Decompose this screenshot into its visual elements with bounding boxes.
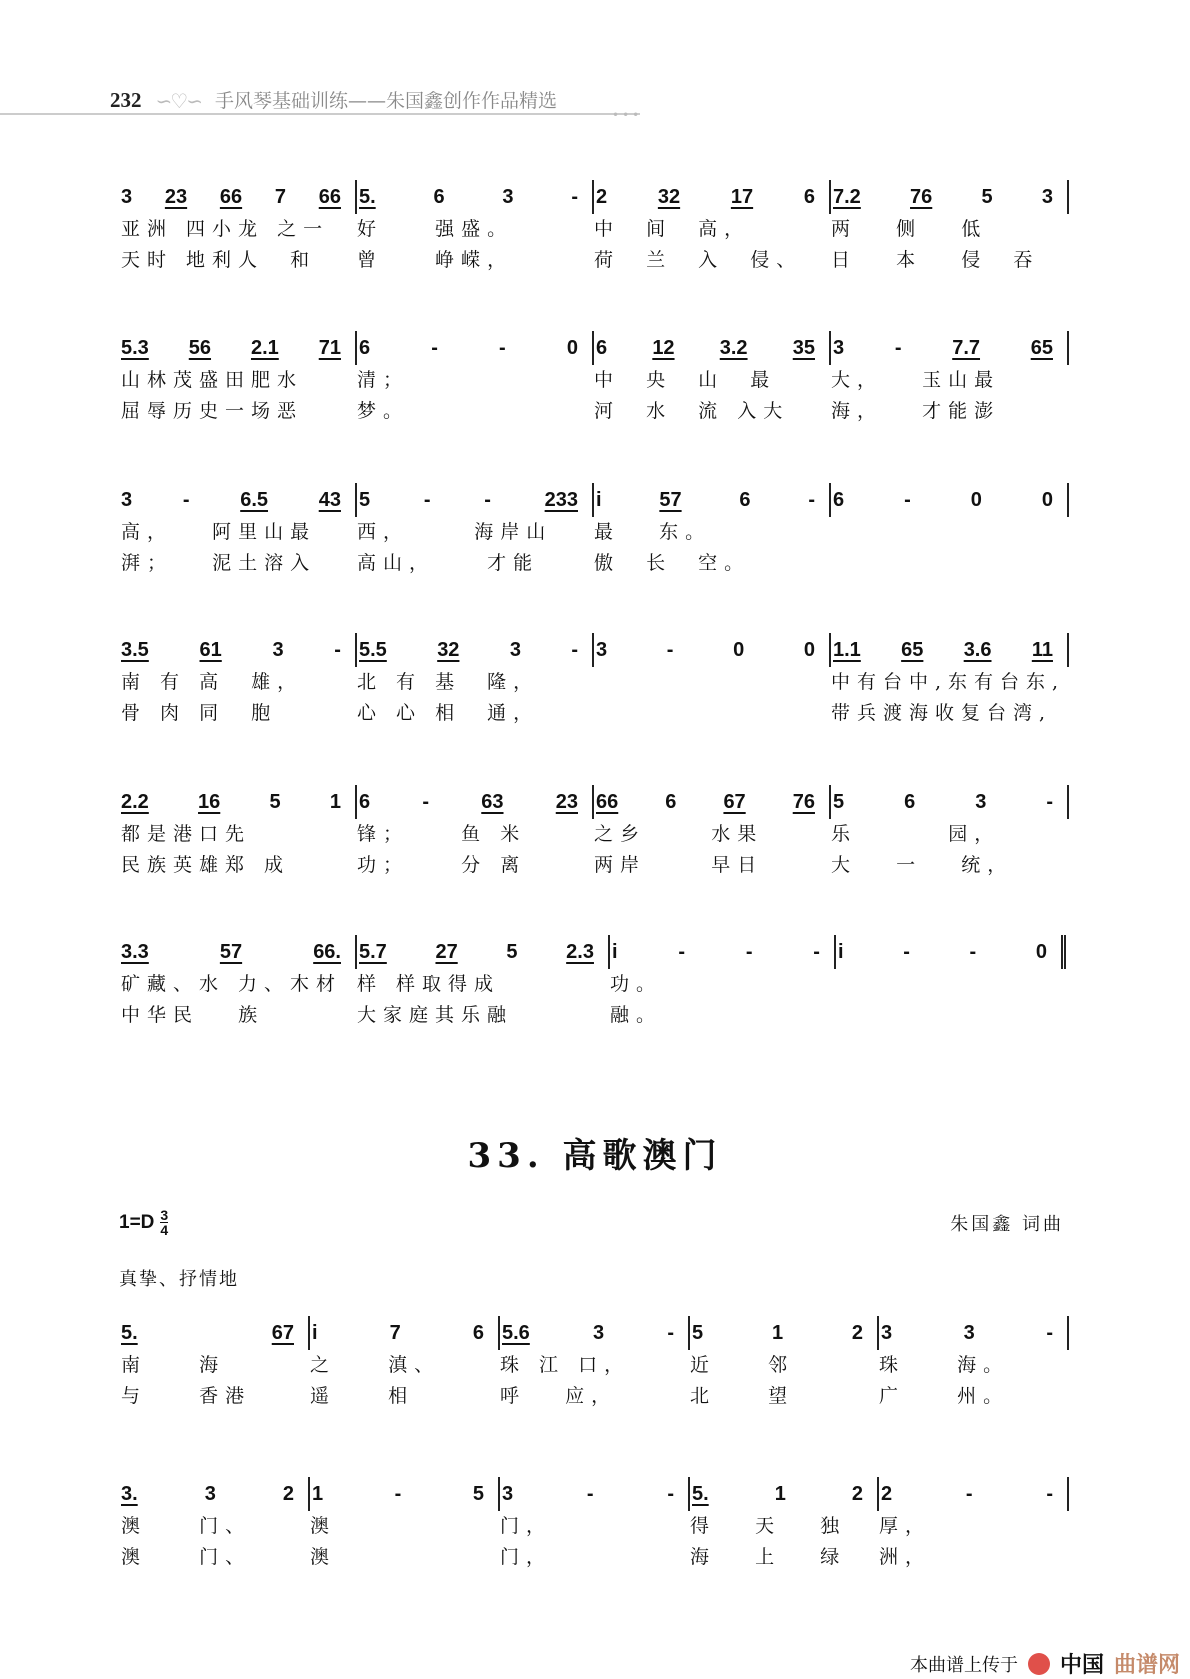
notes-row xyxy=(119,785,1069,819)
lyric-measure xyxy=(834,1000,1066,1031)
score-system xyxy=(119,483,1069,579)
lyric-measure: 西， 海岸山 xyxy=(357,521,553,543)
note: 32 xyxy=(437,638,460,661)
lyrics-row xyxy=(119,698,1069,729)
note: 2.3 xyxy=(566,940,594,963)
lyric-measure: 傲 长 空。 xyxy=(594,552,751,574)
measure xyxy=(119,633,355,667)
note: 1 xyxy=(329,790,341,813)
note: 6 xyxy=(596,336,608,359)
measure xyxy=(592,633,829,667)
lyric-measure: 好 强盛。 xyxy=(357,218,514,240)
note: - xyxy=(965,1482,973,1505)
time-top: 3 xyxy=(160,1207,169,1223)
page-number: 232 xyxy=(110,88,142,112)
lyric-measure: 之 滇、 xyxy=(310,1354,441,1376)
note: 2.1 xyxy=(250,336,279,359)
measure xyxy=(877,1477,1069,1511)
lyric-measure: 洲， xyxy=(879,1546,932,1568)
note: 5 xyxy=(506,940,518,963)
lyric-measure: 得 天 独 xyxy=(690,1515,847,1537)
note: 233 xyxy=(544,488,578,511)
lyric-measure: 北 有 基 隆， xyxy=(357,671,540,693)
note: 2 xyxy=(851,1482,863,1505)
header-rule xyxy=(0,113,640,115)
measure xyxy=(592,483,829,517)
lyric-measure: 澳 xyxy=(310,1546,337,1568)
lyrics-row xyxy=(119,517,1069,548)
note: i xyxy=(612,940,618,963)
note: 3.5 xyxy=(121,638,149,661)
score-system xyxy=(119,1477,1069,1573)
tempo-marking: 真挚、抒情地 xyxy=(119,1269,239,1290)
lyric-measure: 样 样取得成 xyxy=(357,973,501,995)
measure xyxy=(688,1477,877,1511)
lyric-measure: 乐 园， xyxy=(831,823,1001,845)
note: 12 xyxy=(652,336,675,359)
note: 2.2 xyxy=(121,790,149,813)
note: - xyxy=(394,1482,402,1505)
note: 6 xyxy=(359,336,371,359)
measure xyxy=(608,935,834,969)
note: 5. xyxy=(121,1321,138,1344)
lyric-measure: 带兵渡海收复台湾, xyxy=(831,702,1053,724)
note: 27 xyxy=(435,940,458,963)
note: 76 xyxy=(910,185,933,208)
measure xyxy=(592,331,829,365)
note: 6 xyxy=(433,185,445,208)
lyric-measure: 澳 门、 xyxy=(121,1546,252,1568)
notes-row xyxy=(119,1477,1069,1511)
note: 67 xyxy=(723,790,746,813)
song-title: 33. 高歌澳门 xyxy=(467,1136,723,1176)
lyrics-row xyxy=(119,1542,1069,1573)
lyric-measure: 门， xyxy=(500,1546,553,1568)
note: 0 xyxy=(803,638,815,661)
note: 5. xyxy=(692,1482,709,1505)
note: 5 xyxy=(472,1482,484,1505)
lyric-measure: 海， 才能澎 xyxy=(831,400,1001,422)
lyric-measure: 高， 阿里山最 xyxy=(121,521,317,543)
lyric-measure: 湃； 泥土溶入 xyxy=(121,552,317,574)
note: i xyxy=(838,940,844,963)
note: - xyxy=(422,790,430,813)
lyrics-row xyxy=(119,819,1069,850)
lyrics-row xyxy=(119,396,1069,427)
site-name-a: 中国 xyxy=(1059,1653,1104,1678)
note: 66 xyxy=(219,185,243,208)
lyric-measure: 中华民 族 xyxy=(121,1004,265,1026)
measure xyxy=(119,935,355,969)
note: 56 xyxy=(188,336,212,359)
note: 5.3 xyxy=(121,336,149,359)
note: 3.3 xyxy=(121,940,149,963)
lyric-measure: 清； xyxy=(357,369,410,391)
score-system xyxy=(119,633,1069,729)
lyric-measure: 大， 玉山最 xyxy=(831,369,1001,391)
note: 66 xyxy=(596,790,619,813)
note: 2 xyxy=(282,1482,294,1505)
lyric-measure: 与 香港 xyxy=(121,1385,252,1407)
note: 3 xyxy=(596,638,608,661)
measure xyxy=(829,483,1069,517)
measure xyxy=(119,1477,308,1511)
note: 1 xyxy=(312,1482,324,1505)
lyric-measure: 亚洲 四小龙 之一 xyxy=(121,218,330,240)
lyric-measure xyxy=(592,698,829,729)
measure xyxy=(119,331,355,365)
note: 3 xyxy=(1041,185,1053,208)
note: - xyxy=(666,638,674,661)
lyric-measure: 民族英雄郑 成 xyxy=(121,854,291,876)
lyric-measure: 日 本 侵 吞 xyxy=(831,249,1040,271)
score-system xyxy=(119,785,1069,881)
note: 6.5 xyxy=(240,488,269,511)
measure xyxy=(355,935,608,969)
lyrics-row xyxy=(119,365,1069,396)
lyrics-row xyxy=(119,1511,1069,1542)
lyric-measure: 功； 分 离 xyxy=(357,854,527,876)
note: 2 xyxy=(596,185,608,208)
lyric-measure: 都是港口先 xyxy=(121,823,252,845)
score-system xyxy=(119,331,1069,427)
note: 0 xyxy=(566,336,578,359)
measure xyxy=(498,1316,688,1350)
note: 17 xyxy=(730,185,754,208)
note: 5.5 xyxy=(359,638,387,661)
lyric-measure: 遥 相 xyxy=(310,1385,415,1407)
note: i xyxy=(312,1321,318,1344)
note: 0 xyxy=(970,488,982,511)
author-credit: 朱国鑫 词曲 xyxy=(950,1214,1064,1235)
measure xyxy=(688,1316,877,1350)
lyric-measure: 功。 xyxy=(610,973,663,995)
note: 3 xyxy=(593,1321,605,1344)
note: 2 xyxy=(881,1482,893,1505)
note: 5 xyxy=(981,185,993,208)
upload-text: 本曲谱上传于 xyxy=(909,1654,1018,1676)
note: - xyxy=(667,1482,674,1505)
note: 0 xyxy=(1035,940,1047,963)
measure xyxy=(119,1316,308,1350)
lyric-measure: 呼 应， xyxy=(500,1385,618,1407)
lyrics-row xyxy=(119,245,1069,276)
note: 1 xyxy=(774,1482,786,1505)
measure xyxy=(308,1316,498,1350)
lyric-measure: 荷 兰 入 侵、 xyxy=(594,249,803,271)
lyric-measure: 两岸 早日 xyxy=(594,854,764,876)
score-system xyxy=(119,180,1069,276)
lyric-measure: 珠 江 口， xyxy=(500,1354,631,1376)
note: 5.7 xyxy=(359,940,387,963)
note: 3. xyxy=(121,1482,138,1505)
lyric-measure: 心 心 相 通， xyxy=(357,702,540,724)
note: 1 xyxy=(771,1321,784,1344)
lyrics-row xyxy=(119,1381,1069,1412)
note: - xyxy=(571,638,578,661)
lyric-measure: 南 海 xyxy=(121,1354,226,1376)
note: - xyxy=(1046,1321,1053,1344)
measure xyxy=(592,180,829,214)
notes-row xyxy=(119,935,1069,969)
measure xyxy=(829,331,1069,365)
measure xyxy=(829,633,1069,667)
lyric-measure: 广 州。 xyxy=(879,1385,1010,1407)
note: 6 xyxy=(904,790,916,813)
note: 7.2 xyxy=(833,185,861,208)
lyric-measure: 矿藏、水 力、木材 xyxy=(121,973,343,995)
note: 3 xyxy=(975,790,987,813)
note: 5 xyxy=(269,790,281,813)
note: 16 xyxy=(198,790,221,813)
notes-row xyxy=(119,331,1069,365)
note: 3 xyxy=(881,1321,893,1344)
lyric-measure: 高山， 才能 xyxy=(357,552,540,574)
note: 76 xyxy=(792,790,815,813)
lyrics-row xyxy=(119,1350,1069,1381)
note: 3 xyxy=(121,488,133,511)
lyrics-row xyxy=(119,548,1069,579)
measure xyxy=(308,1477,498,1511)
note: 5 xyxy=(692,1321,704,1344)
lyrics-row xyxy=(119,969,1069,1000)
note: 2 xyxy=(851,1321,863,1344)
note: 6 xyxy=(803,185,815,208)
note: 71 xyxy=(318,336,341,359)
note: 57 xyxy=(659,488,682,511)
lyric-measure xyxy=(834,969,1066,1000)
note: i xyxy=(596,488,602,511)
lyric-measure: 珠 海。 xyxy=(879,1354,1010,1376)
measure xyxy=(355,331,592,365)
note: 5 xyxy=(359,488,371,511)
note: 35 xyxy=(792,336,815,359)
lyric-measure: 天时 地利人 和 xyxy=(121,249,317,271)
ribbon-ornament-icon: ∽♡∽ xyxy=(155,89,201,113)
measure xyxy=(119,180,355,214)
note: - xyxy=(484,488,491,511)
note: - xyxy=(334,638,341,661)
note: - xyxy=(813,940,820,963)
note: 66. xyxy=(313,940,341,963)
measure xyxy=(355,483,592,517)
note: - xyxy=(182,488,190,511)
lyrics-row xyxy=(119,214,1069,245)
note: 3 xyxy=(833,336,845,359)
note: 61 xyxy=(199,638,222,661)
lyric-measure: 门， xyxy=(500,1515,553,1537)
note: 65 xyxy=(1030,336,1053,359)
lyric-measure: 澳 门、 xyxy=(121,1515,252,1537)
lyric-measure: 融。 xyxy=(610,1004,663,1026)
key: 1=D xyxy=(119,1211,155,1233)
key-signature xyxy=(119,1208,168,1237)
note: - xyxy=(678,940,686,963)
lyric-measure: 北 望 xyxy=(690,1385,795,1407)
lyric-measure: 骨 肉 同 胞 xyxy=(121,702,278,724)
note: - xyxy=(431,336,438,359)
lyric-measure: 近 邻 xyxy=(690,1354,795,1376)
header-dots: ••• xyxy=(612,108,643,122)
note: - xyxy=(969,940,977,963)
measure xyxy=(355,785,592,819)
lyrics-row xyxy=(119,850,1069,881)
measure xyxy=(592,785,829,819)
lyric-measure: 大 一 统， xyxy=(831,854,1014,876)
note: 23 xyxy=(164,185,188,208)
page-header xyxy=(110,86,557,113)
note: 0 xyxy=(733,638,745,661)
footer-watermark xyxy=(910,1648,1180,1679)
note: - xyxy=(1046,1482,1053,1505)
score-system xyxy=(119,1316,1069,1412)
note: - xyxy=(903,940,910,963)
note: 6 xyxy=(833,488,845,511)
lyrics-row xyxy=(119,1000,1069,1031)
lyric-measure: 屈辱历史一场恶 xyxy=(121,400,304,422)
note: 7.7 xyxy=(952,336,981,359)
note: 7 xyxy=(274,185,286,208)
note: 6 xyxy=(665,790,677,813)
note: 1.1 xyxy=(833,638,861,661)
lyrics-row xyxy=(119,667,1069,698)
book-title: 手风琴基础训练——朱国鑫创作作品精选 xyxy=(214,90,557,112)
measure xyxy=(829,785,1069,819)
note: 3 xyxy=(204,1482,216,1505)
note: - xyxy=(423,488,431,511)
note: 23 xyxy=(555,790,578,813)
lyric-measure: 锋； 鱼 米 xyxy=(357,823,527,845)
note: 6 xyxy=(472,1321,484,1344)
score-system xyxy=(119,935,1069,1031)
note: 43 xyxy=(318,488,341,511)
measure xyxy=(355,180,592,214)
site-logo-icon xyxy=(1028,1653,1050,1675)
notes-row xyxy=(119,633,1069,667)
note: - xyxy=(808,488,815,511)
note: 65 xyxy=(901,638,924,661)
lyric-measure: 中 间 高， xyxy=(594,218,751,240)
lyric-measure: 大家庭其乐融 xyxy=(357,1004,514,1026)
measure xyxy=(119,785,355,819)
note: - xyxy=(499,336,506,359)
time-signature xyxy=(160,1208,168,1237)
note: 66 xyxy=(318,185,341,208)
note: - xyxy=(586,1482,594,1505)
lyric-measure xyxy=(829,548,1069,579)
time-bottom: 4 xyxy=(160,1222,169,1238)
note: 32 xyxy=(657,185,681,208)
notes-row xyxy=(119,1316,1069,1350)
note: 3 xyxy=(509,638,521,661)
lyric-measure: 中 央 山 最 xyxy=(594,369,777,391)
site-name-b: 曲谱网 xyxy=(1113,1653,1180,1678)
note: 3 xyxy=(121,185,133,208)
note: - xyxy=(745,940,753,963)
measure xyxy=(877,1316,1069,1350)
note: 0 xyxy=(1041,488,1053,511)
lyric-measure: 梦。 xyxy=(357,400,410,422)
lyric-measure: 最 东。 xyxy=(594,521,712,543)
note: 6 xyxy=(739,488,751,511)
measure xyxy=(834,935,1066,969)
note: 57 xyxy=(219,940,243,963)
lyric-measure xyxy=(829,517,1069,548)
note: 3 xyxy=(272,638,284,661)
lyric-measure: 南 有 高 雄， xyxy=(121,671,304,693)
note: 3.2 xyxy=(719,336,748,359)
lyric-measure: 山林茂盛田肥水 xyxy=(121,369,304,391)
note: 3 xyxy=(502,185,514,208)
note: 5. xyxy=(359,185,376,208)
measure xyxy=(355,633,592,667)
lyric-measure: 澳 xyxy=(310,1515,337,1537)
note: 3 xyxy=(502,1482,514,1505)
lyric-measure: 河 水 流 入大 xyxy=(594,400,790,422)
note: - xyxy=(1046,790,1053,813)
note: 7 xyxy=(389,1321,401,1344)
lyric-measure: 之乡 水果 xyxy=(594,823,764,845)
note: 63 xyxy=(481,790,504,813)
measure xyxy=(498,1477,688,1511)
note: - xyxy=(571,185,578,208)
measure xyxy=(119,483,355,517)
note: 67 xyxy=(271,1321,294,1344)
lyric-measure: 两 侧 低 xyxy=(831,218,988,240)
note: - xyxy=(904,488,911,511)
note: 5.6 xyxy=(502,1321,530,1344)
lyric-measure: 海 上 绿 xyxy=(690,1546,847,1568)
note: 3.6 xyxy=(963,638,992,661)
lyric-measure xyxy=(592,667,829,698)
measure xyxy=(829,180,1069,214)
notes-row xyxy=(119,180,1069,214)
lyric-measure: 厚， xyxy=(879,1515,932,1537)
note: - xyxy=(894,336,902,359)
note: - xyxy=(667,1321,674,1344)
lyric-measure: 曾 峥嵘， xyxy=(357,249,514,271)
lyric-measure: 中有台中,东有台东, xyxy=(831,671,1066,693)
note: 5 xyxy=(833,790,845,813)
note: 3 xyxy=(963,1321,975,1344)
note: 11 xyxy=(1031,638,1053,661)
note: 6 xyxy=(359,790,371,813)
notes-row xyxy=(119,483,1069,517)
